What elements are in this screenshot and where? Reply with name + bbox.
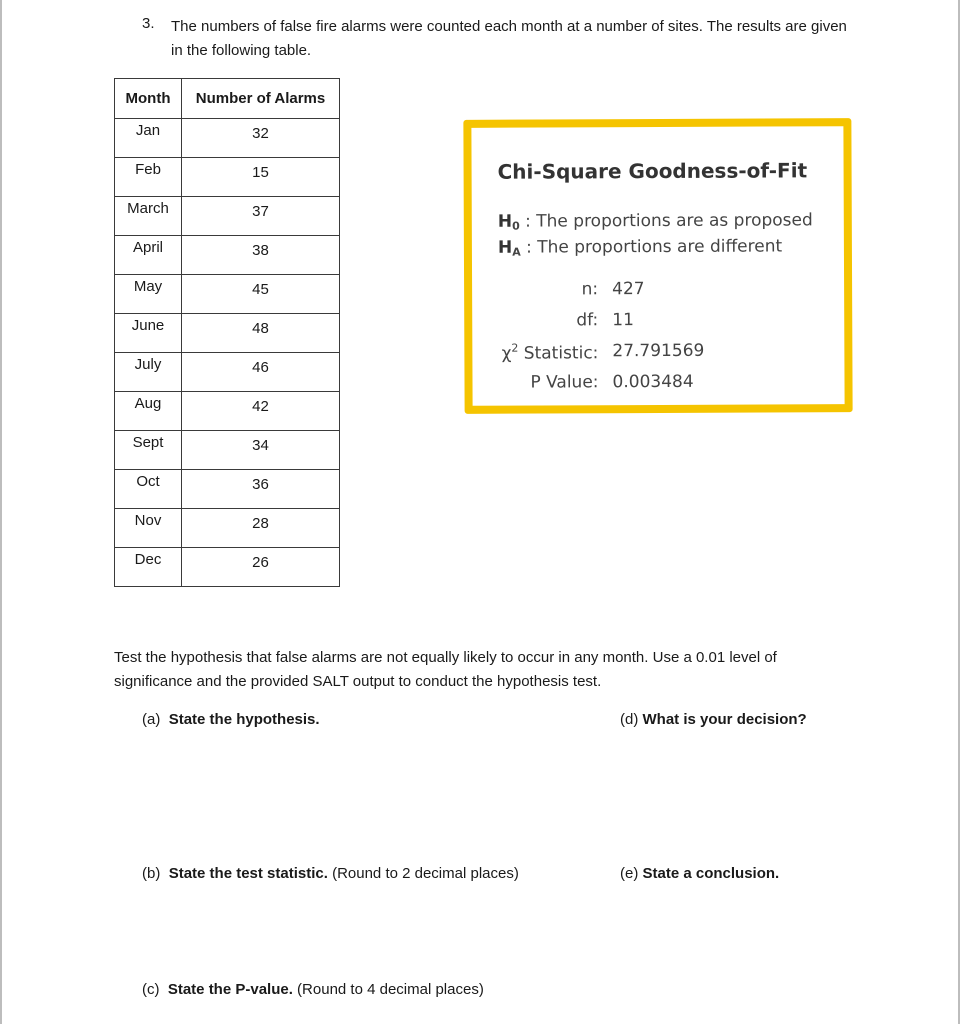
part-e: [620, 865, 779, 882]
month-cell: March: [115, 197, 182, 236]
month-cell: Dec: [115, 548, 182, 587]
alarm-count: 34: [252, 437, 269, 454]
part-e-label: (e): [620, 865, 639, 882]
page-edge-left: [0, 0, 2, 1024]
ha-symbol: H: [497, 237, 513, 258]
ha-subscript: A: [512, 245, 521, 259]
alarm-count: 42: [252, 398, 269, 415]
part-b: [142, 865, 519, 882]
table-row: [115, 353, 340, 392]
alarm-count-cell: [182, 119, 340, 158]
table-row: [115, 158, 340, 197]
month-cell: Feb: [115, 158, 182, 197]
alarm-count-cell: [182, 158, 340, 197]
part-d-label: (d): [620, 711, 639, 728]
part-a-prompt: State the hypothesis.: [168, 711, 320, 728]
alarm-count: 48: [252, 320, 269, 337]
df-value: 11: [612, 310, 634, 331]
p-value-row: [472, 371, 844, 393]
h0-symbol: H: [497, 211, 513, 232]
alarm-count-cell: [182, 509, 340, 548]
n-row: [472, 278, 844, 300]
month-cell: Aug: [115, 392, 182, 431]
h0-text: : The proportions are as proposed: [519, 210, 813, 232]
table-row: [115, 509, 340, 548]
table-header-row: [115, 79, 340, 119]
part-c-note: (Round to 4 decimal places): [292, 981, 484, 998]
question-number: 3.: [142, 15, 155, 32]
alarm-count: 32: [252, 125, 269, 142]
null-hypothesis: [498, 210, 813, 232]
table-row: [115, 392, 340, 431]
alarm-count-cell: [182, 236, 340, 275]
alarm-count: 46: [252, 359, 269, 376]
table-row: [115, 236, 340, 275]
alarm-count-cell: [182, 392, 340, 431]
p-value-value: 0.003484: [612, 371, 694, 393]
alarm-count-cell: [182, 548, 340, 587]
part-a-label: (a): [142, 711, 161, 728]
chi-superscript: 2: [511, 341, 519, 355]
alarm-count: 15: [252, 164, 269, 181]
part-c-label: (c): [142, 981, 160, 998]
month-cell: June: [115, 314, 182, 353]
part-a: [142, 711, 320, 728]
ha-text: : The proportions are different: [520, 236, 783, 258]
part-b-label: (b): [142, 865, 161, 882]
df-label: df:: [576, 310, 599, 331]
alarm-count-cell: [182, 197, 340, 236]
alarm-count: 37: [252, 203, 269, 220]
alarm-table: [114, 78, 340, 587]
chi-square-label: [502, 341, 599, 363]
month-cell: Sept: [115, 431, 182, 470]
chi-square-row: [472, 340, 844, 364]
question-text: The numbers of false fire alarms were counted each month at a number of sites. The results are given in the following table.: [171, 18, 847, 59]
month-cell: Oct: [115, 470, 182, 509]
alarms-column-header: Number of Alarms: [182, 79, 340, 119]
alarm-count-cell: [182, 353, 340, 392]
alarm-count: 45: [252, 281, 269, 298]
chi-label-text: Statistic:: [518, 343, 599, 364]
instructions-text: Test the hypothesis that false alarms are not equally likely to occur in any month. Use a 0.01 level of significance and the provided SALT output to conduct the hypothesis test.: [114, 649, 777, 690]
table-row: [115, 275, 340, 314]
month-cell: April: [115, 236, 182, 275]
table-row: [115, 197, 340, 236]
chi-square-value: 27.791569: [612, 340, 705, 362]
part-d-prompt: What is your decision?: [642, 711, 807, 728]
table-row: [115, 119, 340, 158]
alarm-count: 38: [252, 242, 269, 259]
table-row: [115, 314, 340, 353]
part-e-prompt: State a conclusion.: [642, 865, 780, 882]
table-row: [115, 548, 340, 587]
part-c: [142, 981, 484, 998]
part-b-note: (Round to 2 decimal places): [327, 865, 519, 882]
n-value: 427: [612, 279, 645, 300]
part-d: [620, 711, 807, 728]
month-cell: May: [115, 275, 182, 314]
salt-output-box: [463, 118, 852, 414]
h0-subscript: 0: [512, 219, 520, 233]
alarm-count-cell: [182, 470, 340, 509]
alarm-count-cell: [182, 431, 340, 470]
table-row: [115, 431, 340, 470]
month-cell: July: [115, 353, 182, 392]
n-label: n:: [581, 279, 599, 300]
alarm-count-cell: [182, 314, 340, 353]
part-b-prompt: State the test statistic.: [168, 865, 328, 882]
alarm-count-cell: [182, 275, 340, 314]
chi-symbol: χ: [501, 343, 512, 364]
part-c-prompt: State the P-value.: [167, 981, 293, 998]
alternative-hypothesis: [498, 236, 782, 258]
month-cell: Jan: [115, 119, 182, 158]
month-cell: Nov: [115, 509, 182, 548]
alarm-count: 36: [252, 476, 269, 493]
month-column-header: Month: [115, 79, 182, 119]
salt-title: Chi-Square Goodness-of-Fit: [497, 158, 808, 184]
df-row: [472, 309, 844, 331]
table-row: [115, 470, 340, 509]
p-value-label: P Value:: [530, 372, 599, 393]
alarm-count: 26: [252, 554, 269, 571]
alarm-count: 28: [252, 515, 269, 532]
